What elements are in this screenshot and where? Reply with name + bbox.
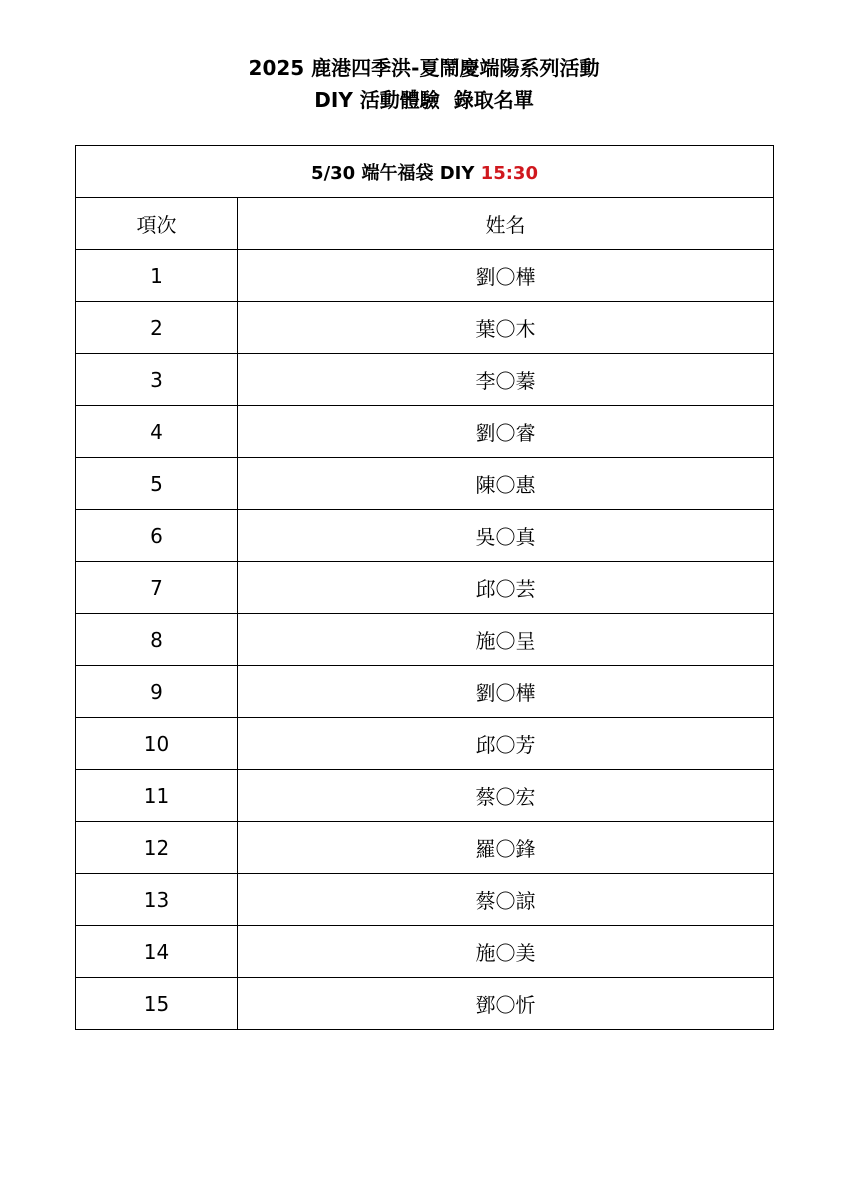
- document-header: [0, 52, 848, 116]
- row-name: 施〇美: [238, 926, 774, 978]
- table-row: [76, 874, 774, 926]
- row-index: 11: [76, 770, 238, 822]
- row-name: 鄧〇忻: [238, 978, 774, 1030]
- table-row: [76, 926, 774, 978]
- row-name: 蔡〇諒: [238, 874, 774, 926]
- row-name: 羅〇鋒: [238, 822, 774, 874]
- table-row: [76, 978, 774, 1030]
- row-index: 6: [76, 510, 238, 562]
- row-index: 10: [76, 718, 238, 770]
- table-row: [76, 822, 774, 874]
- row-index: 1: [76, 250, 238, 302]
- table-row: [76, 770, 774, 822]
- row-index: 9: [76, 666, 238, 718]
- row-index: 12: [76, 822, 238, 874]
- session-row: [76, 146, 774, 198]
- row-name: 邱〇芳: [238, 718, 774, 770]
- table-row: [76, 302, 774, 354]
- row-index: 2: [76, 302, 238, 354]
- row-name: 劉〇樺: [238, 666, 774, 718]
- row-name: 劉〇睿: [238, 406, 774, 458]
- row-name: 陳〇惠: [238, 458, 774, 510]
- row-index: 3: [76, 354, 238, 406]
- row-index: 5: [76, 458, 238, 510]
- row-name: 劉〇樺: [238, 250, 774, 302]
- row-name: 吳〇真: [238, 510, 774, 562]
- column-header-index: 項次: [76, 198, 238, 250]
- table-row: [76, 458, 774, 510]
- table-row: [76, 614, 774, 666]
- row-index: 7: [76, 562, 238, 614]
- row-index: 8: [76, 614, 238, 666]
- row-name: 邱〇芸: [238, 562, 774, 614]
- row-name: 葉〇木: [238, 302, 774, 354]
- session-time: 15:30: [480, 162, 538, 184]
- row-index: 14: [76, 926, 238, 978]
- document-subtitle: DIY 活動體驗 錄取名單: [314, 88, 534, 112]
- table-row: [76, 666, 774, 718]
- row-index: 13: [76, 874, 238, 926]
- table-row: [76, 718, 774, 770]
- column-header-row: [76, 198, 774, 250]
- row-name: 施〇呈: [238, 614, 774, 666]
- table-row: [76, 510, 774, 562]
- row-name: 蔡〇宏: [238, 770, 774, 822]
- table-row: [76, 562, 774, 614]
- admission-list-table: [75, 145, 774, 1030]
- table-row: [76, 250, 774, 302]
- column-header-name: 姓名: [238, 198, 774, 250]
- session-header: [76, 146, 774, 198]
- table-row: [76, 406, 774, 458]
- row-index: 15: [76, 978, 238, 1030]
- table-row: [76, 354, 774, 406]
- row-index: 4: [76, 406, 238, 458]
- row-name: 李〇蓁: [238, 354, 774, 406]
- document-title: 2025 鹿港四季洪-夏鬧慶端陽系列活動: [248, 56, 600, 80]
- session-label: 5/30 端午福袋 DIY: [311, 162, 481, 184]
